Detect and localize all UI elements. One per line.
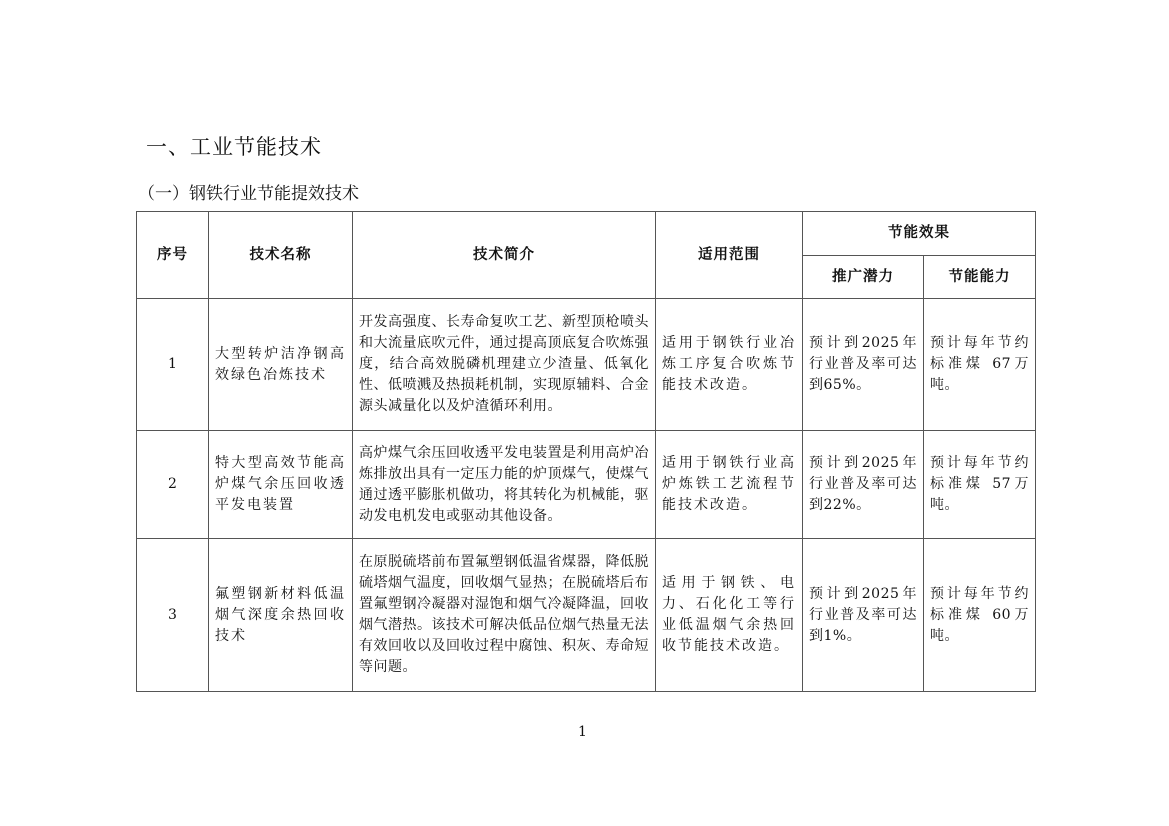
page-number: 1	[578, 724, 587, 740]
row-capacity: 预计每年节约标准煤 57万吨。	[924, 431, 1036, 539]
row-index: 2	[137, 431, 209, 539]
row-capacity: 预计每年节约标准煤 67万吨。	[924, 299, 1036, 431]
section-title: 一、工业节能技术	[146, 135, 322, 159]
table-row	[137, 299, 1036, 431]
row-name: 氟塑钢新材料低温烟气深度余热回收技术	[209, 539, 353, 692]
header-index: 序号	[137, 212, 209, 299]
subsection-title: （一）钢铁行业节能提效技术	[138, 184, 359, 204]
row-description: 开发高强度、长寿命复吹工艺、新型顶枪喷头和大流量底吹元件，通过提高顶底复合吹炼强度，结合高效脱磷机理建立少渣量、低氧化性、低喷溅及热损耗机制，实现原辅料、合金源头减量化以及炉渣循环利用。	[353, 299, 656, 431]
row-name: 特大型高效节能高炉煤气余压回收透平发电装置	[209, 431, 353, 539]
row-index: 1	[137, 299, 209, 431]
row-description: 在原脱硫塔前布置氟塑钢低温省煤器，降低脱硫塔烟气温度，回收烟气显热；在脱硫塔后布置氟塑钢冷凝器对湿饱和烟气冷凝降温，回收烟气潜热。该技术可解决低品位烟气热量无法有效回收以及回收过程中腐蚀、积灰、寿命短等问题。	[353, 539, 656, 692]
header-scope: 适用范围	[656, 212, 803, 299]
row-potential: 预计到2025年行业普及率可达到22%。	[803, 431, 924, 539]
row-potential: 预计到2025年行业普及率可达到65%。	[803, 299, 924, 431]
header-potential: 推广潜力	[803, 256, 924, 299]
row-scope: 适用于钢铁、电力、石化化工等行业低温烟气余热回收节能技术改造。	[656, 539, 803, 692]
energy-saving-tech-table	[136, 211, 1036, 692]
header-name: 技术名称	[209, 212, 353, 299]
row-name: 大型转炉洁净钢高效绿色冶炼技术	[209, 299, 353, 431]
row-description: 高炉煤气余压回收透平发电装置是利用高炉冶炼排放出具有一定压力能的炉顶煤气，使煤气通过透平膨胀机做功，将其转化为机械能，驱动发电机发电或驱动其他设备。	[353, 431, 656, 539]
table-row	[137, 431, 1036, 539]
row-capacity: 预计每年节约标准煤 60万吨。	[924, 539, 1036, 692]
row-potential: 预计到2025年行业普及率可达到1%。	[803, 539, 924, 692]
header-effect-group: 节能效果	[803, 212, 1036, 256]
table-row	[137, 539, 1036, 692]
row-index: 3	[137, 539, 209, 692]
header-description: 技术简介	[353, 212, 656, 299]
row-scope: 适用于钢铁行业冶炼工序复合吹炼节能技术改造。	[656, 299, 803, 431]
header-capacity: 节能能力	[924, 256, 1036, 299]
row-scope: 适用于钢铁行业高炉炼铁工艺流程节能技术改造。	[656, 431, 803, 539]
